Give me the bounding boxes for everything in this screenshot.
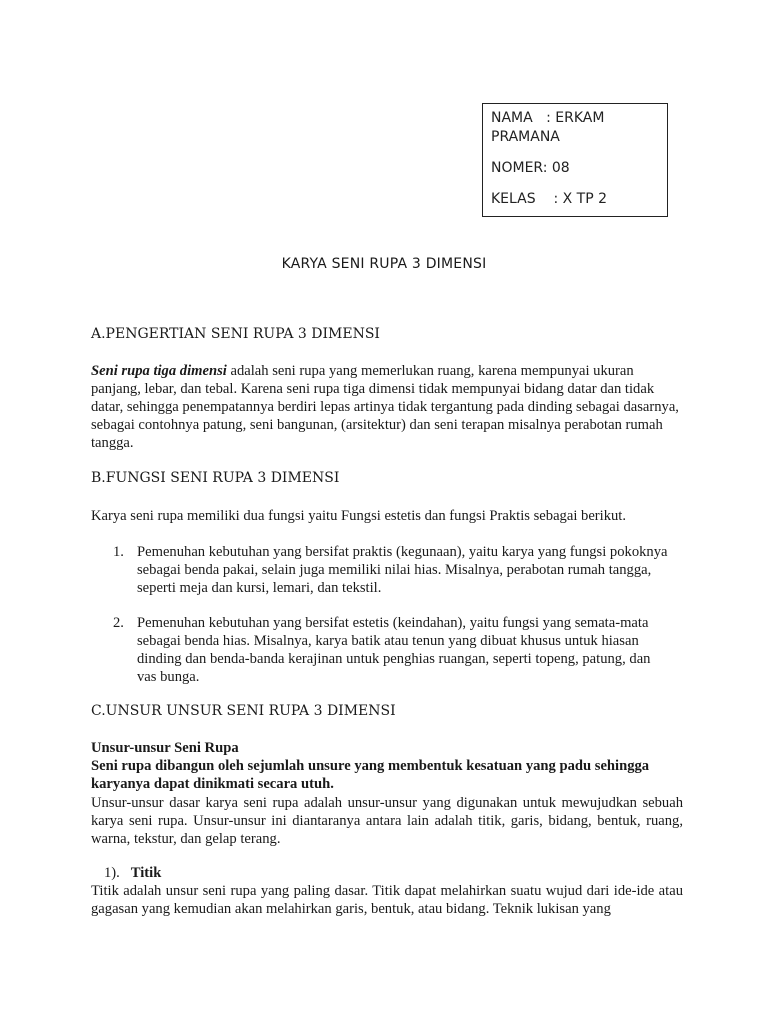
titik-heading <box>104 864 664 882</box>
list-item-number: 1. <box>113 544 124 560</box>
list-item-number: 2. <box>113 615 124 631</box>
kelas-label: KELAS <box>491 191 536 207</box>
titik-number: 1). <box>104 865 120 881</box>
nomer-line: NOMER: 08 <box>491 160 570 176</box>
section-a-paragraph <box>91 362 683 452</box>
section-a-heading: A.PENGERTIAN SENI RUPA 3 DIMENSI <box>91 326 380 342</box>
titik-title: Titik <box>130 865 162 881</box>
nama-label: NAMA <box>491 110 533 126</box>
kelas-value: : X TP 2 <box>553 191 607 207</box>
nama-value-line2: PRAMANA <box>491 129 560 145</box>
section-a-text: adalah seni rupa yang memerlukan ruang, karena mempunyai ukuran panjang, lebar, dan tebal. Karena seni rupa tiga dimensi tidak mempunyai bidang datar dan tidak datar, sehingga penempatannya berdiri lepas artinya tidak tergantung pada dinding sebagai dasarnya, sebagai contohnya patung, seni bangunan, (arsitektur) dan seni terapan misalnya perabotan rumah tangga. <box>91 363 679 451</box>
kelas-line <box>491 190 659 209</box>
section-c-subheading: Unsur-unsur Seni Rupa <box>91 740 239 756</box>
student-id-box <box>482 103 668 217</box>
document-title: KARYA SENI RUPA 3 DIMENSI <box>281 256 487 272</box>
section-b-intro: Karya seni rupa memiliki dua fungsi yaitu Fungsi estetis dan fungsi Praktis sebagai berikut. <box>91 508 627 524</box>
section-c-heading: C.UNSUR UNSUR SENI RUPA 3 DIMENSI <box>91 703 396 719</box>
list-item-text: Pemenuhan kebutuhan yang bersifat estetis (keindahan), yaitu fungsi yang semata-mata sebagai benda hias. Misalnya, karya batik atau tenun yang dibuat khusus untuk hiasan dinding dan benda-banda kerajinan untuk penghias ruangan, seperti topeng, patung, dan vas bunga. <box>137 615 651 685</box>
nama-line <box>491 109 659 128</box>
section-c-body: Unsur-unsur dasar karya seni rupa adalah unsur-unsur yang digunakan untuk mewujudkan sebuah karya seni rupa. Unsur-unsur ini diantaranya antara lain adalah titik, garis, bidang, bentuk, ruang, warna, tekstur, dan gelap terang. <box>91 795 683 847</box>
section-b-heading: B.FUNGSI SENI RUPA 3 DIMENSI <box>91 470 340 486</box>
list-item-text: Pemenuhan kebutuhan yang bersifat praktis (kegunaan), yaitu karya yang fungsi pokoknya sebagai benda pakai, selain juga memiliki nilai hias. Misalnya, perabotan rumah tangga, seperti meja dan kursi, lemari, dan tekstil. <box>137 544 668 596</box>
section-c-bold-paragraph: Seni rupa dibangun oleh sejumlah unsure yang membentuk kesatuan yang padu sehingga karyanya dapat dinikmati secara utuh. <box>91 758 650 792</box>
list-item <box>113 614 673 686</box>
nama-value: : ERKAM <box>546 110 605 126</box>
section-a-term: Seni rupa tiga dimensi <box>91 363 227 379</box>
list-item <box>113 543 673 597</box>
titik-paragraph: Titik adalah unsur seni rupa yang paling dasar. Titik dapat melahirkan suatu wujud dari ide-ide atau gagasan yang kemudian akan melahirkan garis, bentuk, atau bidang. Teknik lukisan yang <box>91 883 683 917</box>
